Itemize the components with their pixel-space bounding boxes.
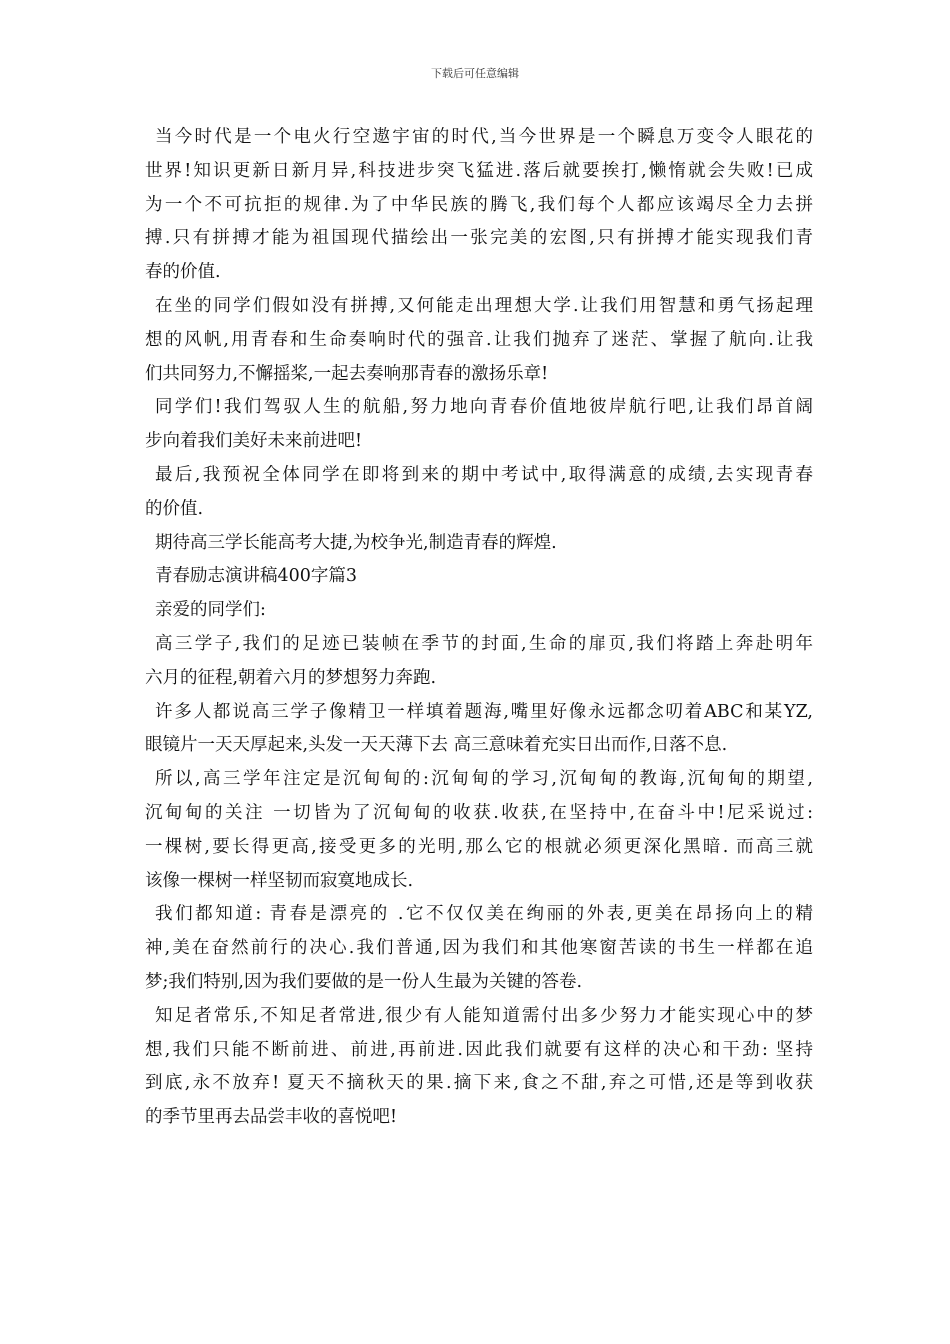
paragraph-line: 高三学子,我们的足迹已装帧在季节的封面,生命的扉页,我们将踏上奔赴明年 — [155, 633, 813, 654]
paragraph — [145, 391, 813, 459]
paragraph-line: 到底,永不放弃! 夏天不摘秋天的果.摘下来,食之不甜,弃之可惜,还是等到收获 — [145, 1073, 813, 1094]
paragraph-line: 一棵树,要长得更高,接受更多的光明,那么它的根就必须更深化黑暗. 而高三就 — [145, 836, 813, 857]
paragraph-line: 神,美在奋然前行的决心.我们普通,因为我们和其他寒窗苦读的书生一样都在追 — [145, 938, 813, 959]
paragraph-line: 眼镜片一天天厚起来,头发一天天薄下去 高三意味着充实日出而作,日落不息. — [145, 735, 728, 756]
paragraph-line: 的价值. — [145, 498, 204, 519]
paragraph-line: 期待高三学长能高考大捷,为校争光,制造青春的辉煌. — [155, 532, 557, 553]
paragraph — [145, 594, 813, 628]
paragraph-line: 世界!知识更新日新月异,科技进步突飞猛进.落后就要挨打,懒惰就会失败!已成 — [145, 160, 813, 181]
paragraph-line: 亲爱的同学们: — [155, 600, 266, 621]
paragraph-line: 步向着我们美好未来前进吧! — [145, 431, 363, 452]
paragraph-line: 想的风帆,用青春和生命奏响时代的强音.让我们抛弃了迷茫、掌握了航向.让我 — [145, 329, 813, 350]
paragraph-line: 同学们!我们驾驭人生的航船,努力地向青春价值地彼岸航行吧,让我们昂首阔 — [155, 397, 813, 418]
paragraph-line: 该像一棵树一样坚韧而寂寞地成长. — [145, 870, 414, 891]
paragraph-line: 当今时代是一个电火行空遨宇宙的时代,当今世界是一个瞬息万变令人眼花的 — [155, 127, 813, 147]
paragraph-line: 最后,我预祝全体同学在即将到来的期中考试中,取得满意的成绩,去实现青春 — [155, 464, 813, 485]
paragraph-line: 我们都知道: 青春是漂亮的 .它不仅仅美在绚丽的外表,更美在昂扬向上的精 — [155, 904, 813, 925]
paragraph-line: 沉甸甸的关注 一切皆为了沉甸甸的收获.收获,在坚持中,在奋斗中!尼采说过: — [145, 802, 813, 823]
paragraph-line: 许多人都说高三学子像精卫一样填着题海,嘴里好像永远都念叨着ABC和某YZ, — [155, 701, 813, 722]
paragraph-line: 所以,高三学年注定是沉甸甸的:沉甸甸的学习,沉甸甸的教诲,沉甸甸的期望, — [155, 769, 813, 790]
paragraph — [145, 696, 813, 764]
paragraph — [145, 121, 813, 290]
paragraph — [145, 1000, 813, 1135]
page-header-note: 下载后可任意编辑 — [431, 67, 519, 80]
paragraph-line: 的季节里再去品尝丰收的喜悦吧! — [145, 1107, 398, 1128]
document-body — [145, 121, 813, 1135]
paragraph — [145, 459, 813, 527]
paragraph — [145, 527, 813, 561]
paragraph-line: 知足者常乐,不知足者常进,很少有人能知道需付出多少努力才能实现心中的梦 — [155, 1005, 813, 1026]
paragraph-line: 为一个不可抗拒的规律.为了中华民族的腾飞,我们每个人都应该竭尽全力去拼 — [145, 194, 813, 215]
paragraph-line: 搏.只有拼搏才能为祖国现代描绘出一张完美的宏图,只有拼搏才能实现我们青 — [145, 228, 813, 249]
paragraph — [145, 560, 813, 594]
paragraph — [145, 763, 813, 898]
paragraph-line: 在坐的同学们假如没有拼搏,又何能走出理想大学.让我们用智慧和勇气扬起理 — [155, 295, 813, 316]
paragraph — [145, 290, 813, 391]
paragraph — [145, 898, 813, 999]
paragraph-line: 们共同努力,不懈摇桨,一起去奏响那青春的激扬乐章! — [145, 363, 549, 384]
paragraph-line: 青春励志演讲稿400字篇3 — [155, 566, 358, 587]
paragraph-line: 梦;我们特别,因为我们要做的是一份人生最为关键的答卷. — [145, 971, 583, 992]
paragraph-line: 想,我们只能不断前进、前进,再前进.因此我们就要有这样的决心和干劲: 坚持 — [145, 1039, 813, 1060]
paragraph-line: 六月的征程,朝着六月的梦想努力奔跑. — [145, 667, 437, 688]
paragraph-line: 春的价值. — [145, 262, 221, 283]
paragraph — [145, 628, 813, 696]
